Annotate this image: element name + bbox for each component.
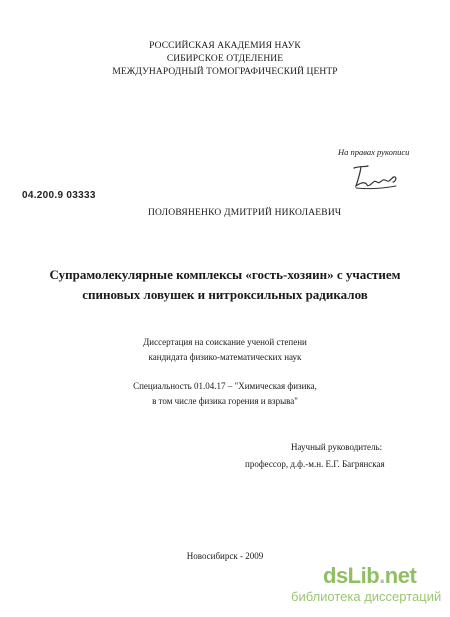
- supervisor-label: Научный руководитель:: [291, 442, 383, 452]
- author-name: ПОЛОВЯНЕНКО ДМИТРИЙ НИКОЛАЕВИЧ: [148, 208, 342, 218]
- degree-line1: Диссертация на соискание ученой степени: [143, 337, 307, 347]
- rights-note: На правах рукописи: [338, 147, 410, 157]
- degree-line2: кандидата физико-математических наук: [148, 352, 302, 362]
- supervisor-name: профессор, д.ф.-м.н. Е.Г. Багрянская: [245, 459, 385, 469]
- city-year: Новосибирск - 2009: [186, 551, 264, 561]
- specialty-line2: в том числе физика горения и взрыва": [152, 396, 298, 406]
- watermark-logo-tld: net: [384, 563, 417, 588]
- thesis-title-line2: спиновых ловушек и нитроксильных радикалов: [82, 287, 368, 302]
- watermark-logo-main: dsLib: [323, 563, 380, 588]
- watermark-logo-dot: .: [379, 563, 385, 588]
- signature-image: [350, 162, 402, 192]
- header-organization: РОССИЙСКАЯ АКАДЕМИЯ НАУК: [149, 41, 301, 51]
- header-division: СИБИРСКОЕ ОТДЕЛЕНИЕ: [166, 54, 284, 64]
- header-institute: МЕЖДУНАРОДНЫЙ ТОМОГРАФИЧЕСКИЙ ЦЕНТР: [112, 67, 338, 77]
- watermark-logo: [323, 563, 416, 589]
- watermark-subtitle: библиотека диссертаций: [291, 589, 442, 604]
- archive-number: 04.200.9 03333: [22, 190, 96, 201]
- thesis-title-line1: Супрамолекулярные комплексы «гость-хозяин» с участием: [49, 267, 401, 282]
- specialty-line1: Специальность 01.04.17 – "Химическая физика,: [133, 381, 317, 391]
